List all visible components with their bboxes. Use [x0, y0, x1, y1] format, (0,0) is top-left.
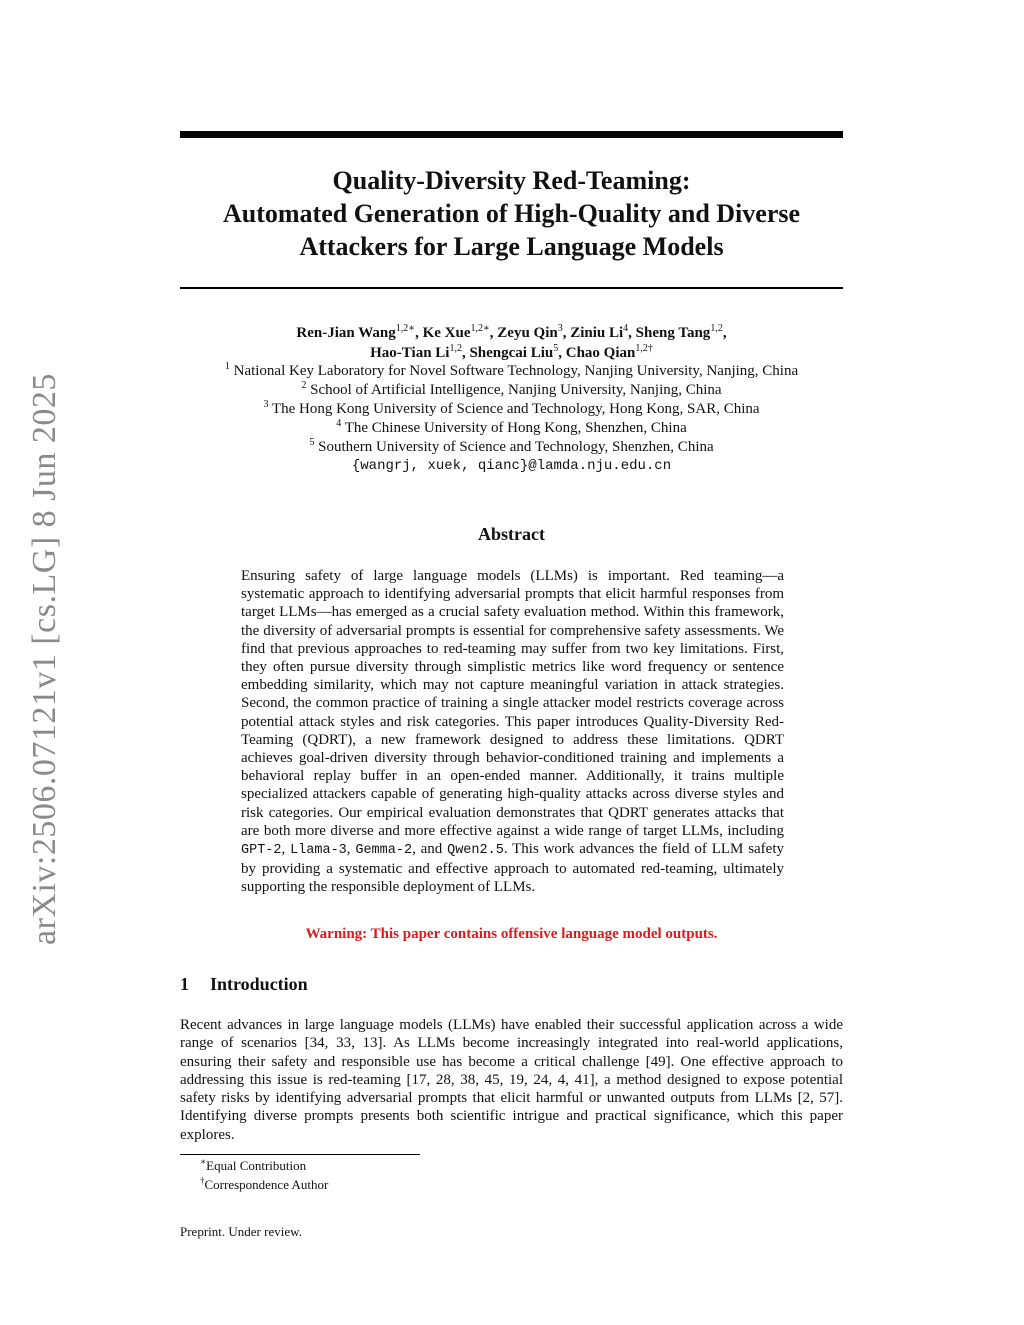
abstract-heading: Abstract	[478, 524, 545, 544]
author-line: Hao-Tian Li$^{1,2}$, Shengcai Liu$^5$, Chao Qian$^{1,2\dagger}$	[370, 343, 653, 361]
title-line: Automated Generation of High-Quality and Diverse	[222, 199, 801, 228]
affiliation-number: 4	[336, 418, 342, 429]
abstract-main: Ensuring safety of large language models (LLMs) is important. Red teaming—a systematic approach to identifying adversarial prompts that elicit harmful responses from target LLMs—has emerged as a crucial safety evaluation method. Within this framework, the diversity of adversarial prompts is essential for comprehensive safety assessments. We find that previous approaches to red-teaming may suffer from two key limitations. First, they often pursue diversity through simplistic metrics like word frequency or sentence embedding similarity, which may not capture meaningful variation in attack strategies. Second, the common practice of training a single attacker model restricts coverage across potential attack styles and risk categories. This paper introduces Quality-Diversity Red-Teaming (QDRT), a new framework designed to address these limitations. QDRT achieves goal-driven diversity through behavior-conditioned training and implements a behavioral replay buffer in an open-ended manner. Additionally, it trains multiple specialized attackers capable of generating high-quality attacks across diverse styles and risk categories. Our empirical evaluation demonstrates that QDRT generates attacks that are both more diverse and more effective against a wide range of target LLMs, including	[241, 568, 784, 839]
author-marks: 1,2∗	[395, 323, 416, 334]
author-marks: 1,2	[710, 323, 723, 334]
affiliation-text: Southern University of Science and Technology, Shenzhen, China	[318, 439, 714, 455]
title-line: Quality-Diversity Red-Teaming:	[332, 166, 691, 195]
affiliation	[180, 438, 843, 457]
author-marks: 3	[557, 323, 563, 334]
affiliation	[180, 381, 843, 400]
page-footer: Preprint. Under review.	[180, 1224, 302, 1239]
footnote	[200, 1156, 328, 1175]
footnotes	[200, 1156, 328, 1194]
arxiv-identifier-stamp: arXiv:2506.07121v1 [cs.LG] 8 Jun 2025	[26, 373, 63, 945]
footnote-rule	[180, 1154, 420, 1155]
affiliation	[180, 362, 843, 381]
separator: , and	[412, 841, 448, 858]
contact-email[interactable]: {wangrj, xuek, qianc}@lamda.nju.edu.cn	[351, 458, 672, 474]
title-top-rule	[180, 131, 843, 138]
author-name: Hao-Tian Li	[370, 345, 450, 361]
model-name: Qwen2.5	[447, 843, 504, 859]
footnote-text: Correspondence Author	[204, 1177, 329, 1192]
model-name: Llama-3	[290, 843, 347, 859]
abstract-end: . This work advances the field of LLM safety by providing a systematic and effective approach to automated red-teaming, ultimately supporting the responsible deployment of LLMs.	[241, 841, 785, 896]
footnote-mark: ∗	[200, 1156, 207, 1167]
affiliation-text: The Chinese University of Hong Kong, Shenzhen, China	[344, 420, 687, 436]
affiliation-list	[180, 362, 843, 476]
separator: ,	[281, 841, 291, 858]
footnote	[200, 1175, 328, 1194]
affiliation	[180, 400, 843, 419]
affiliation-number: 5	[309, 437, 315, 448]
author-marks: 1,2†	[635, 343, 653, 354]
title-bottom-rule	[180, 287, 843, 289]
title-line: Attackers for Large Language Models	[299, 232, 724, 261]
affiliation-text: School of Artificial Intelligence, Nanjing University, Nanjing, China	[310, 382, 722, 398]
author-line: Ren-Jian Wang$^{1,2∗}$, Ke Xue$^{1,2∗}$, Zeyu Qin$^3$, Ziniu Li$^4$, Sheng Tang$^{1,2}$,	[296, 323, 727, 341]
author-name: Chao Qian	[565, 345, 636, 361]
section-title: Introduction	[210, 974, 308, 994]
author-name: Sheng Tang	[635, 325, 711, 341]
author-name: Ren-Jian Wang	[296, 325, 396, 341]
author-marks: 5	[553, 343, 559, 354]
author-name: Ziniu Li	[570, 325, 624, 341]
model-name: GPT-2	[241, 843, 282, 859]
affiliation-number: 2	[301, 380, 307, 391]
abstract-text	[241, 567, 784, 897]
author-marks: 1,2	[449, 343, 462, 354]
affiliation-number: 1	[224, 361, 230, 372]
model-name: Gemma-2	[355, 843, 413, 859]
author-name: Shengcai Liu	[469, 345, 554, 361]
author-name: Ke Xue	[422, 325, 471, 341]
affiliation-number: 3	[263, 399, 269, 410]
content-warning: Warning: This paper contains offensive language model outputs.	[305, 926, 718, 942]
footnote-text: Equal Contribution	[206, 1158, 307, 1173]
separator: ,	[346, 841, 356, 858]
author-marks: 4	[623, 323, 629, 334]
paper-title	[180, 164, 843, 263]
introduction-paragraph: Recent advances in large language models (LLMs) have enabled their successful application across a wide range of scenarios [34, 33, 13]. As LLMs become increasingly integrated into real-world applications, ensuring their safety and responsible use has become a critical challenge [49]. One effective approach to addressing this issue is red-teaming [17, 28, 38, 45, 19, 24, 4, 41], a method designed to expose potential safety risks by identifying adversarial prompts that elicit harmful or unwanted outputs from LLMs [2, 57]. Identifying diverse prompts presents both scientific intrigue and practical significance, which this paper explores.	[180, 1017, 843, 1143]
author-name: Zeyu Qin	[497, 325, 558, 341]
section-number: 1	[180, 974, 189, 994]
author-list	[180, 323, 843, 363]
section-heading	[180, 972, 308, 996]
footnote-mark: †	[200, 1175, 205, 1186]
affiliation-text: The Hong Kong University of Science and Technology, Hong Kong, SAR, China	[271, 401, 760, 417]
author-marks: 1,2∗	[470, 323, 490, 334]
affiliation-text: National Key Laboratory for Novel Software Technology, Nanjing University, Nanjing, China	[233, 363, 799, 379]
affiliation	[180, 419, 843, 438]
